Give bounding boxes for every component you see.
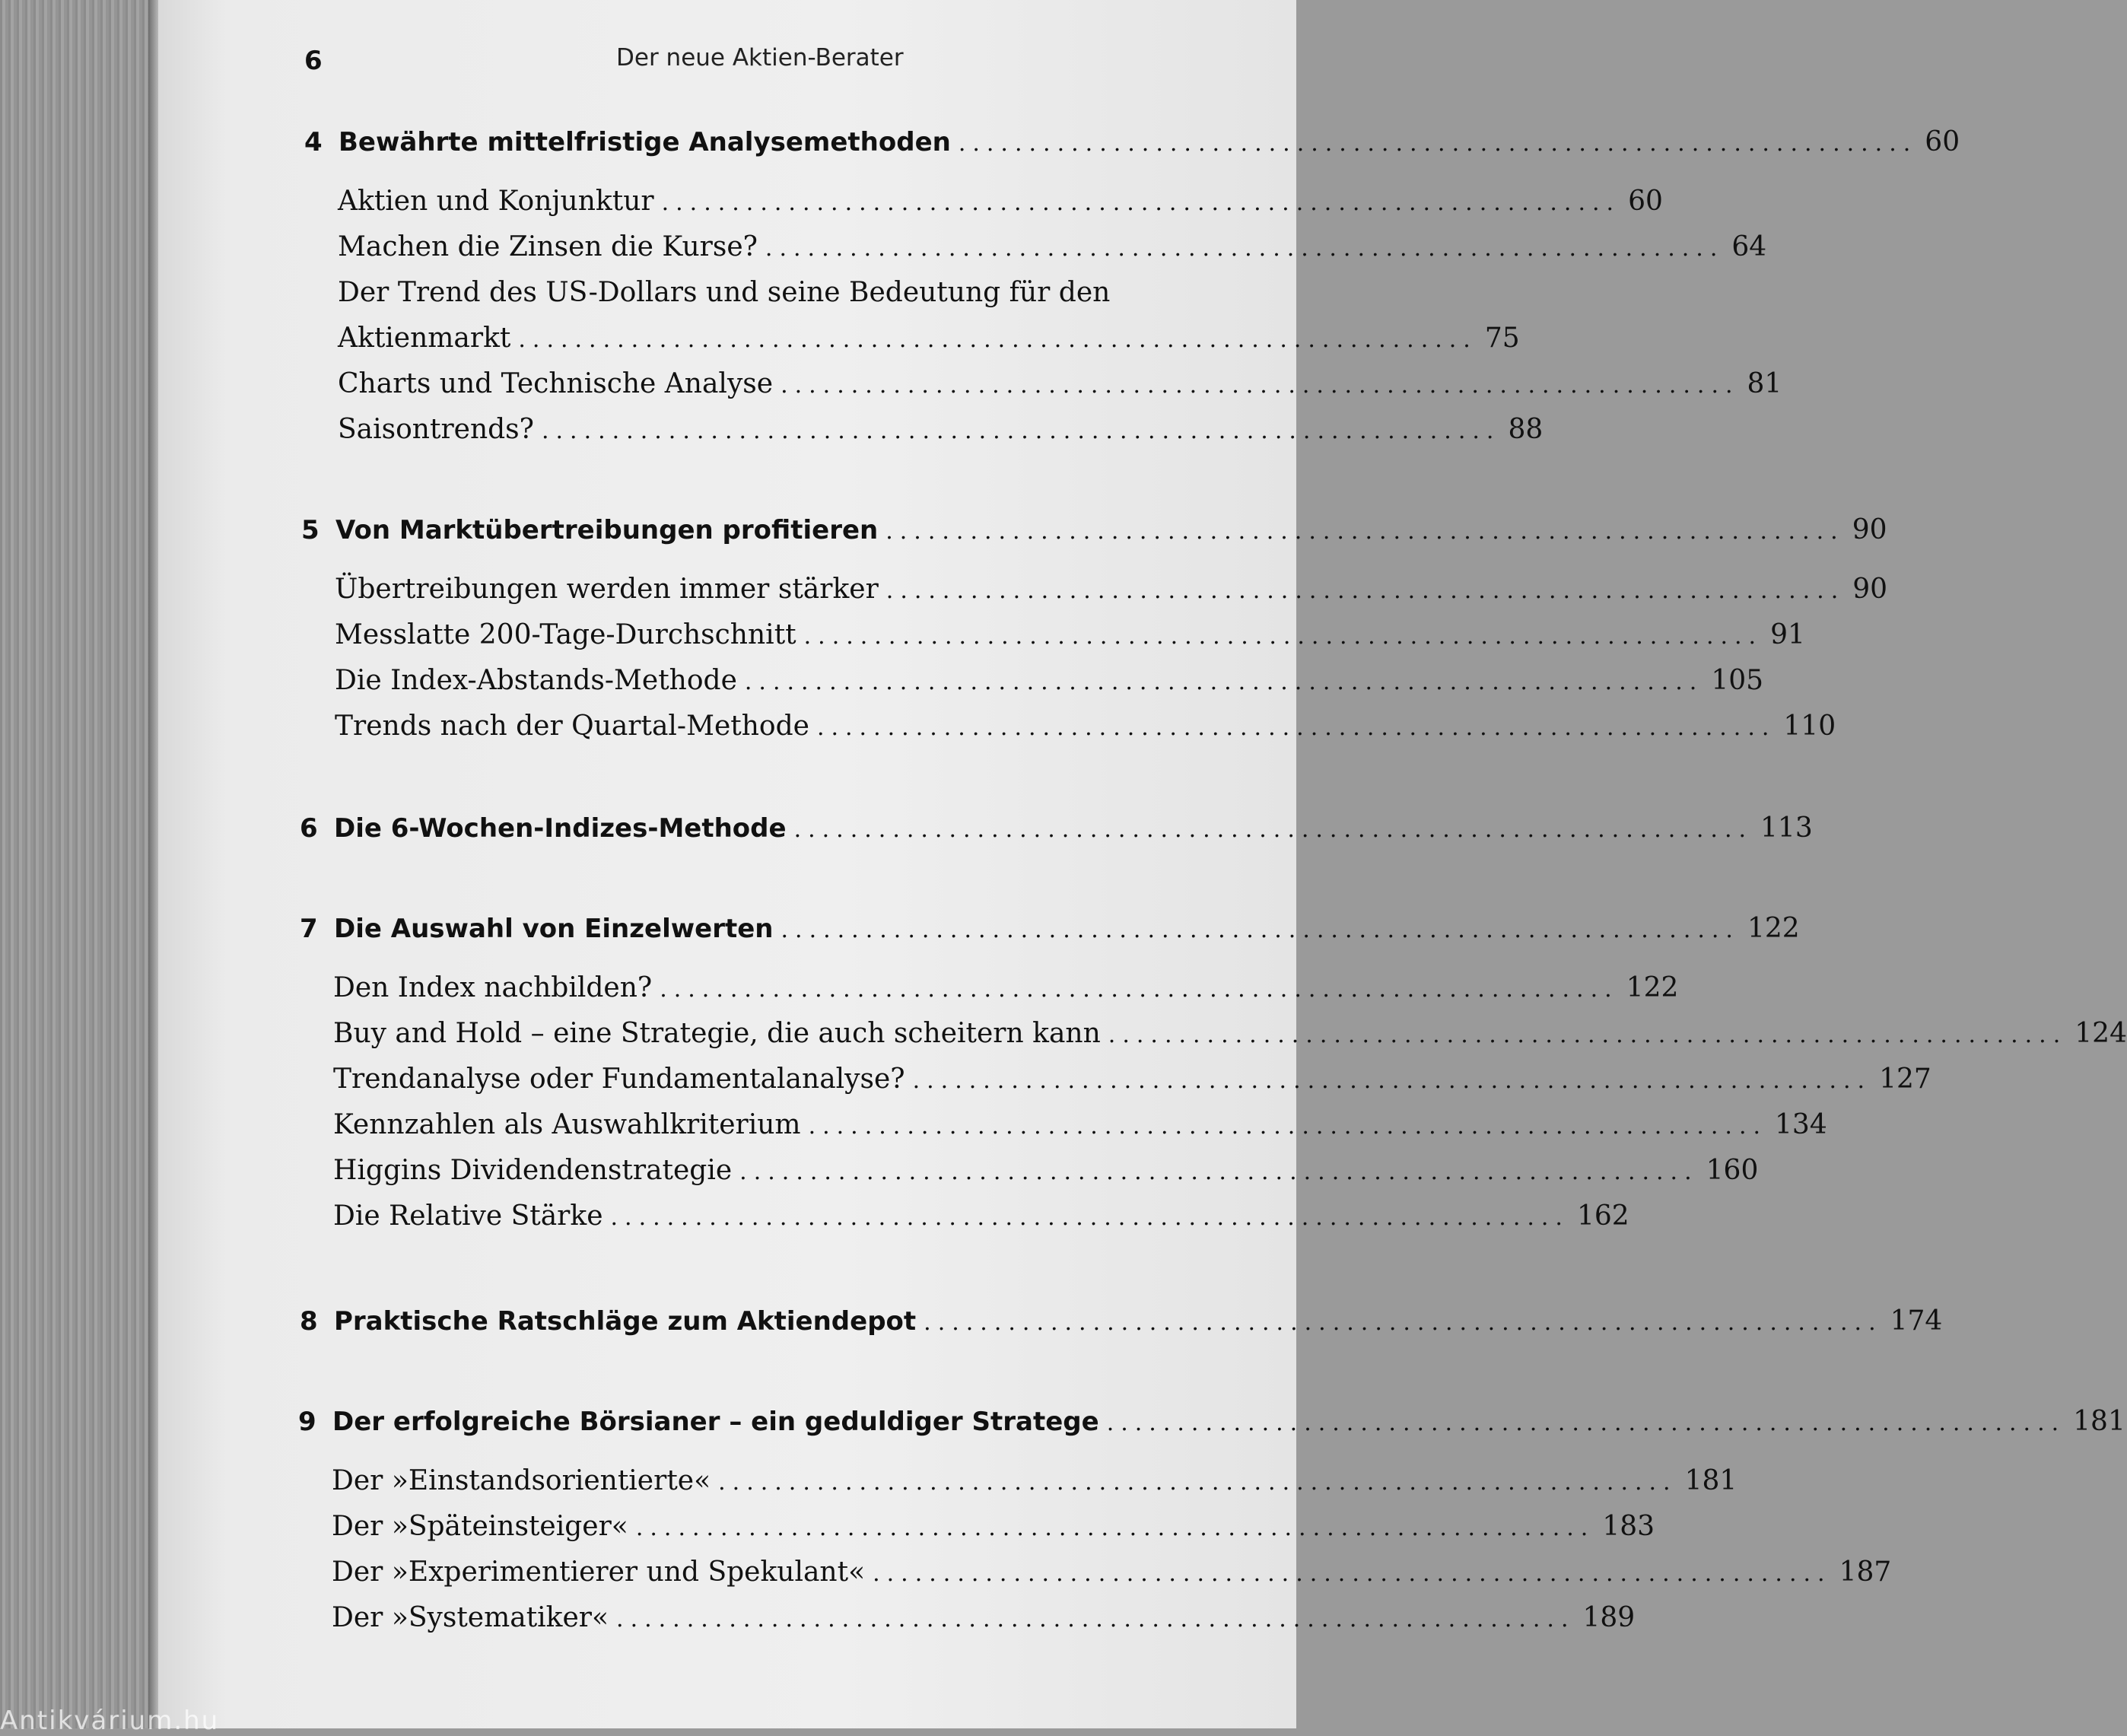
entry-title: Higgins Dividendenstrategie (333, 1155, 733, 1186)
toc-entry[interactable] (338, 368, 1782, 399)
toc-entry[interactable] (332, 1465, 1738, 1496)
entry-title: Trends nach der Quartal-Methode (335, 711, 809, 742)
entry-title: Der »Späteinsteiger« (332, 1511, 628, 1542)
dot-leader: .................................................................... (765, 235, 1725, 262)
dot-leader: .................................................................... (912, 1067, 1872, 1094)
entry-title: Der »Systematiker« (332, 1602, 609, 1633)
entry-title: Der »Einstandsorientierte« (332, 1465, 711, 1496)
toc-entry[interactable] (333, 1064, 1931, 1095)
toc-entry-line2[interactable] (338, 323, 1520, 354)
toc-entry[interactable] (332, 1511, 1655, 1542)
dot-leader: .................................................................... (924, 1309, 1883, 1336)
entry-title: Saisontrends? (338, 414, 534, 445)
chapter-number: 9 (298, 1407, 316, 1437)
toc-chapter-9[interactable] (298, 1406, 2125, 1437)
entry-page: 160 (1706, 1155, 1759, 1186)
toc-entry-line1[interactable] (338, 277, 1229, 308)
toc-entry[interactable] (338, 231, 1767, 262)
entry-page: 127 (1879, 1064, 1931, 1095)
dot-leader: .................................................................... (610, 1204, 1569, 1231)
chapter-title: Bewährte mittelfristige Analysemethoden (339, 127, 951, 157)
chapter-page: 122 (1747, 913, 1800, 944)
toc-entry[interactable] (338, 414, 1544, 445)
chapter-number: 5 (301, 515, 320, 545)
entry-page: 183 (1602, 1511, 1655, 1542)
entry-page: 75 (1484, 323, 1520, 354)
chapter-page: 174 (1890, 1305, 1943, 1337)
entry-page: 88 (1508, 414, 1544, 445)
chapter-title: Die Auswahl von Einzelwerten (334, 914, 774, 944)
entry-page: 124 (2075, 1018, 2127, 1049)
toc-entry[interactable] (333, 1018, 2127, 1049)
dot-leader: .................................................................... (739, 1159, 1699, 1185)
dot-leader: .................................................................... (744, 669, 1704, 695)
toc-entry[interactable] (338, 186, 1663, 217)
toc-entry[interactable] (335, 711, 1836, 742)
entry-title: Die Relative Stärke (333, 1200, 603, 1232)
toc-entry[interactable] (333, 972, 1679, 1003)
chapter-number: 6 (300, 813, 318, 844)
dot-leader: .................................................................... (616, 1606, 1575, 1633)
toc-entry[interactable] (333, 1200, 1629, 1232)
dot-leader: .................................................................... (661, 189, 1621, 216)
entry-page: 181 (1684, 1465, 1738, 1496)
entry-page: 189 (1582, 1602, 1636, 1633)
entry-title: Aktien und Konjunktur (338, 186, 654, 217)
entry-page: 90 (1852, 574, 1888, 605)
toc-entry[interactable] (335, 574, 1888, 605)
dot-leader: .................................................................... (885, 577, 1846, 604)
entry-page: 187 (1839, 1556, 1892, 1588)
toc-entry[interactable] (335, 619, 1805, 650)
dot-leader: .................................................................... (718, 1469, 1677, 1496)
dot-leader: .................................................................... (635, 1515, 1595, 1541)
dot-leader: .................................................................... (885, 518, 1845, 545)
entry-title: Der Trend des US-Dollars und seine Bedeutung für den (338, 277, 1111, 308)
toc-chapter-6[interactable] (300, 812, 1813, 844)
toc-chapter-5[interactable] (301, 514, 1887, 545)
dot-leader: .................................................................... (541, 418, 1501, 444)
entry-title: Kennzahlen als Auswahlkriterium (333, 1109, 801, 1140)
chapter-title: Von Marktübertreibungen profitieren (335, 515, 879, 545)
entry-title: Trendanalyse oder Fundamentalanalyse? (333, 1064, 905, 1095)
entry-page: 162 (1576, 1200, 1629, 1232)
entry-title: Übertreibungen werden immer stärker (335, 574, 879, 605)
entry-title: Die Index-Abstands-Methode (335, 665, 737, 696)
running-header: Der neue Aktien-Berater (616, 44, 904, 72)
chapter-page: 113 (1760, 812, 1813, 844)
toc-chapter-4[interactable] (304, 126, 1960, 157)
toc-chapter-7[interactable] (300, 913, 1800, 944)
chapter-title: Der erfolgreiche Börsianer – ein geduldiger Stratege (332, 1407, 1099, 1437)
dot-leader: .................................................................... (781, 917, 1740, 943)
dot-leader: .................................................................... (873, 1560, 1832, 1587)
entry-page: 60 (1628, 186, 1663, 217)
chapter-number: 4 (304, 127, 323, 157)
page-number: 6 (304, 46, 323, 76)
dot-leader: .................................................................... (793, 816, 1753, 843)
toc-entry[interactable] (333, 1155, 1759, 1186)
entry-title: Charts und Technische Analyse (338, 368, 774, 399)
chapter-title: Die 6-Wochen-Indizes-Methode (334, 813, 787, 844)
entry-title: Der »Experimentierer und Spekulant« (332, 1556, 866, 1588)
entry-title: Den Index nachbilden? (333, 972, 653, 1003)
entry-page: 122 (1626, 972, 1679, 1003)
toc-entry[interactable] (333, 1109, 1827, 1140)
dot-leader: .................................................................... (781, 372, 1740, 399)
dot-leader: .................................................................... (958, 130, 1918, 157)
chapter-page: 90 (1852, 514, 1887, 545)
entry-page: 105 (1711, 665, 1764, 696)
chapter-page: 60 (1925, 126, 1960, 157)
toc-chapter-8[interactable] (300, 1305, 1943, 1337)
entry-title: Messlatte 200-Tage-Durchschnitt (335, 619, 796, 650)
entry-page: 91 (1770, 619, 1805, 650)
dot-leader: .................................................................... (1106, 1410, 2066, 1436)
chapter-number: 7 (300, 914, 318, 944)
entry-page: 134 (1775, 1109, 1827, 1140)
entry-page: 64 (1731, 231, 1767, 262)
watermark: Antikvárium.hu (0, 1706, 220, 1736)
chapter-number: 8 (300, 1306, 318, 1337)
dot-leader: .................................................................... (816, 714, 1776, 741)
toc-entry[interactable] (335, 665, 1764, 696)
toc-entry[interactable] (332, 1556, 1892, 1588)
entry-title: Machen die Zinsen die Kurse? (338, 231, 758, 262)
dot-leader: .................................................................... (803, 623, 1763, 650)
dot-leader: .................................................................... (660, 976, 1619, 1003)
dot-leader: .................................................................... (518, 326, 1477, 353)
chapter-title: Praktische Ratschläge zum Aktiendepot (334, 1306, 917, 1337)
entry-title: Buy and Hold – eine Strategie, die auch scheitern kann (333, 1018, 1101, 1049)
entry-page: 81 (1747, 368, 1782, 399)
dot-leader: .................................................................... (808, 1113, 1768, 1140)
dot-leader: .................................................................... (1108, 1022, 2068, 1048)
entry-title-continued: Aktienmarkt (338, 323, 511, 354)
chapter-page: 181 (2073, 1406, 2125, 1437)
toc-entry[interactable] (332, 1602, 1636, 1633)
entry-page: 110 (1783, 711, 1836, 742)
